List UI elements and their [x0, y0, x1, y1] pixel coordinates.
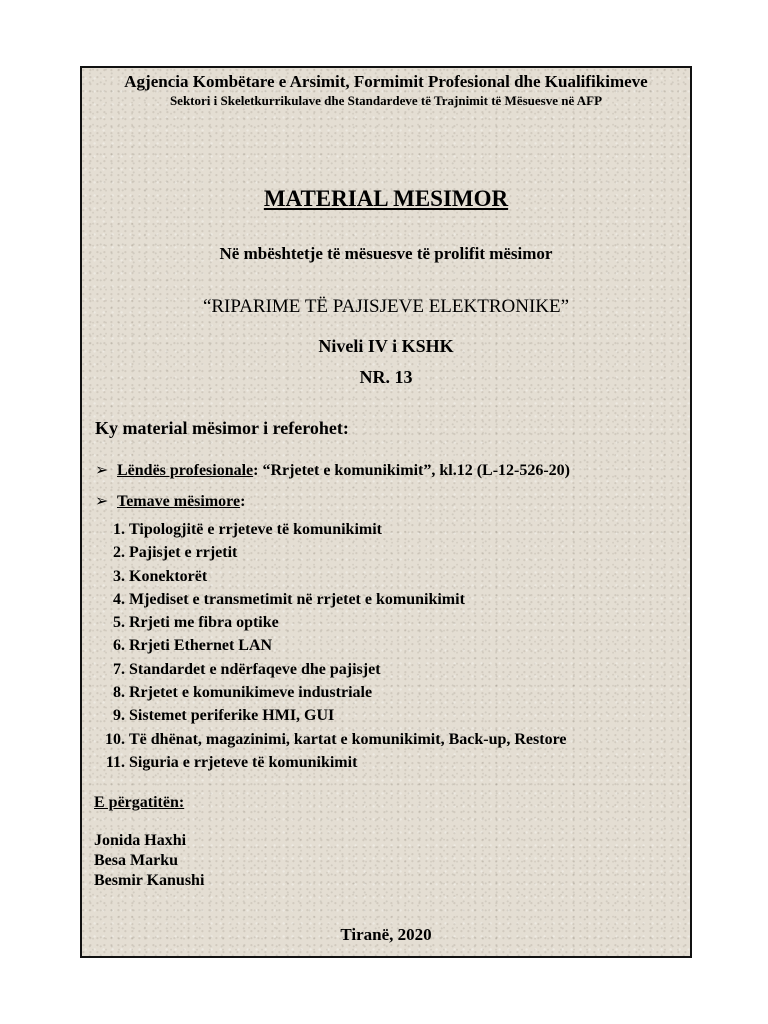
- course-title: “RIPARIME TË PAJISJEVE ELEKTRONIKE”: [202, 296, 570, 317]
- list-text: Konektorët: [129, 567, 208, 585]
- subject-value: “Rrjetet e komunikimit”, kl.12 (L-12-526-20): [258, 462, 570, 479]
- subject-colon: :: [253, 462, 259, 479]
- topics-heading-colon: :: [240, 493, 246, 510]
- subject-line: [95, 460, 570, 480]
- author-name: Besa Marku: [94, 852, 178, 869]
- list-item: [100, 565, 566, 588]
- author-name: Jonida Haxhi: [94, 832, 187, 849]
- list-number: 5.: [113, 614, 125, 632]
- list-number: 9.: [113, 707, 125, 725]
- document-title: MATERIAL MESIMOR: [263, 186, 509, 211]
- list-number: 1.: [113, 521, 125, 538]
- refers-heading: Ky material mësimor i referohet:: [95, 418, 349, 438]
- topics-heading-label: Temave mësimore: [117, 493, 241, 510]
- list-text: Standardet e ndërfaqeve dhe pajisjet: [129, 660, 381, 678]
- list-text: Siguria e rrjeteve të komunikimit: [129, 753, 358, 771]
- arrow-bullet-icon: ➢: [95, 493, 109, 510]
- sector-name: Sektori i Skeletkurrikulave dhe Standardeve të Trajnimit të Mësuesve në AFP: [169, 93, 603, 108]
- agency-name: Agjencia Kombëtare e Arsimit, Formimit Profesional dhe Kualifikimeve: [124, 72, 648, 91]
- list-item: [100, 658, 566, 681]
- list-item: [100, 751, 566, 774]
- topics-list: [100, 518, 566, 774]
- list-number: 6.: [113, 637, 125, 655]
- list-item: [100, 704, 566, 727]
- list-number: 11.: [105, 753, 125, 771]
- list-item: [100, 518, 566, 541]
- list-text: Rrjeti me fibra optike: [129, 614, 279, 632]
- list-item: [100, 588, 566, 611]
- list-item: [100, 728, 566, 751]
- topics-heading-line: [95, 491, 245, 511]
- list-number: 3.: [113, 567, 125, 585]
- arrow-bullet-icon: ➢: [95, 462, 109, 479]
- list-number: 10.: [105, 730, 125, 748]
- list-item: [100, 681, 566, 704]
- qualification-level: Niveli IV i KSHK: [318, 336, 454, 356]
- subject-label: Lëndës profesionale: [117, 462, 254, 479]
- list-text: Rrjeti Ethernet LAN: [129, 637, 273, 655]
- list-number: 7.: [113, 660, 125, 678]
- list-text: Të dhënat, magazinimi, kartat e komunikimit, Back-up, Restore: [129, 730, 567, 748]
- author-name: Besmir Kanushi: [94, 872, 205, 889]
- document-page: [80, 66, 692, 958]
- list-item: [100, 634, 566, 657]
- list-item: [100, 541, 566, 564]
- document-subtitle: Në mbështetje të mësuesve të prolifit mësimor: [219, 244, 553, 263]
- list-number: 8.: [113, 684, 125, 702]
- list-text: Rrjetet e komunikimeve industriale: [129, 684, 373, 702]
- prepared-by-label: E përgatitën:: [94, 794, 185, 811]
- document-number: NR. 13: [359, 367, 413, 387]
- list-number: 2.: [113, 544, 125, 562]
- place-date: Tiranë, 2020: [340, 925, 432, 944]
- list-item: [100, 611, 566, 634]
- list-text: Mjediset e transmetimit në rrjetet e komunikimit: [129, 590, 465, 608]
- list-text: Sistemet periferike HMI, GUI: [129, 707, 335, 725]
- list-text: Pajisjet e rrjetit: [129, 544, 238, 562]
- list-number: 4.: [113, 590, 125, 608]
- list-text: Tipologjitë e rrjeteve të komunikimit: [129, 521, 382, 538]
